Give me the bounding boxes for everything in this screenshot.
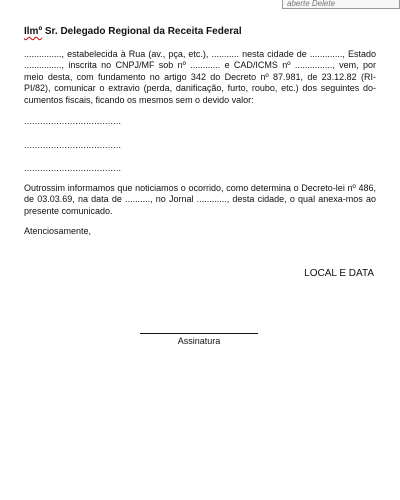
toolbar-hint: aberte Delete (282, 0, 400, 9)
body-paragraph-2: Outrossim informamos que noticiamos o ocorrido, como determina o Decreto-lei nº 486, de 03.03.69, na data de .........., no Jornal ............, desta cidade, o qual anexa-mos ao presente comunicado. (24, 183, 376, 216)
addressee-prefix: Ilmº (24, 26, 43, 37)
dotted-line-2: .................................... (24, 140, 122, 150)
dotted-line-1: .................................... (24, 116, 122, 126)
closing-salutation: Atenciosamente, (24, 226, 92, 236)
letter-page (24, 0, 376, 500)
addressee-title: Sr. Delegado Regional da Receita Federal (42, 26, 242, 37)
body-paragraph-1: ..............., estabelecida à Rua (av., pça, etc.), ........... nesta cidade de ............., Estado ..............., inscrita no CNPJ/MF sob nº ............ e CAD/ICMS nº ..............., vem, por meio desta, com fundamento no artigo 342 do Decreto nº 87.981, de 23.12.82 (RI-PI/82), comunicar o extravio (perda, danificação, furto, roubo, etc.) dos seguintes do-cumentos fiscais, ficando os mesmos sem o devido valor: (24, 49, 376, 105)
addressee-heading (24, 26, 242, 37)
signature-label: Assinatura (177, 336, 221, 346)
signature-line (140, 333, 258, 334)
place-and-date: LOCAL E DATA (304, 268, 374, 279)
dotted-line-3: .................................... (24, 163, 122, 173)
